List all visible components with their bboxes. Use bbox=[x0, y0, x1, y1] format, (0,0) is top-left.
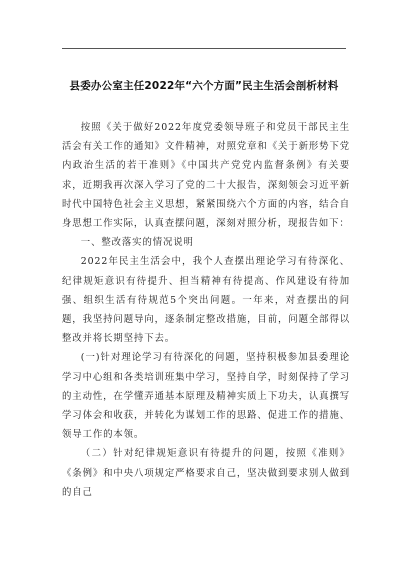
body-paragraph: 2022年民主生活会中，我个人查摆出理论学习有待深化、纪律规矩意识有待提升、担当精神有待提高、作风建设有待加强、组织生活有待规范5个突出问题。一年来，对查摆出的问题，我坚持问题导向，逐条制定整改措施，目前，问题全部得以整改并将长期坚持下去。 bbox=[62, 256, 350, 345]
top-rule bbox=[62, 48, 346, 49]
body-paragraph: (一)针对理论学习有待深化的问题，坚持积极参加县委理论学习中心组和各类培训班集中学习，坚持自学，时刻保持了学习的主动性，在学懂弄通基本原理及精神实质上下功夫，认真撰写学习体会和收获，并转化为谋划工作的思路、促进工作的措施、领导工作的本领。 bbox=[62, 352, 350, 441]
intro-paragraph: 按照《关于做好2022年度党委领导班子和党员干部民主生活会有关工作的通知》文件精神，对照党章和《关于新形势下党内政治生活的若干准则》《中国共产党党内监督条例》有关要求，近期我再次深入学习了党的二十大报告，深刻领会习近平新时代中国特色社会主义思想，紧紧围绕六个方面的内容，结合自身思想工作实际，认真查摆问题，深刻对照分析，现报告如下： bbox=[62, 122, 350, 230]
body-paragraph: （二）针对纪律规矩意识有待提升的问题，按照《准则》《条例》和中央八项规定严格要求自己，坚决做到要求别人做到的自己 bbox=[62, 448, 350, 498]
section-heading: 一、整改落实的情况说明 bbox=[80, 237, 194, 249]
document-body bbox=[62, 118, 350, 502]
document-title: 县委办公室主任2022年“六个方面”民主生活会剖析材料 bbox=[69, 80, 339, 92]
